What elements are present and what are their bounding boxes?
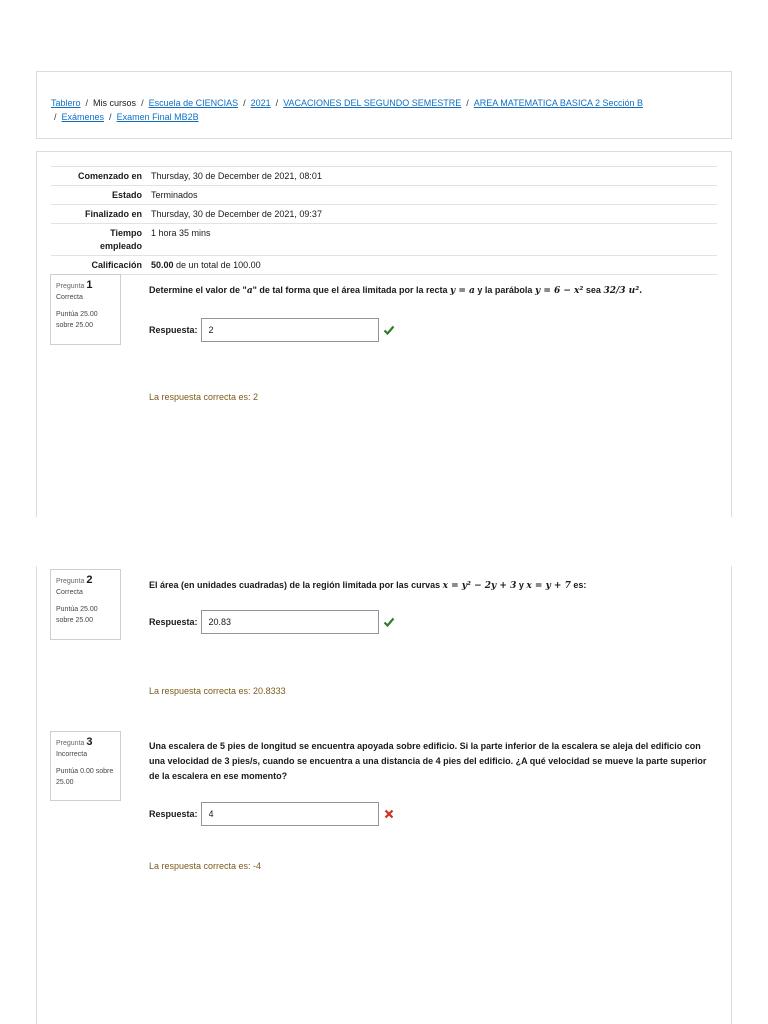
check-icon — [383, 324, 395, 336]
breadcrumb — [51, 96, 711, 124]
breadcrumb-separator: / — [109, 112, 112, 122]
summary-row-time — [51, 223, 717, 255]
question-text-1 — [149, 283, 709, 299]
question-label: Pregunta — [56, 578, 85, 585]
question-label: Pregunta — [56, 283, 85, 290]
answer-input[interactable] — [201, 802, 379, 826]
answer-input[interactable] — [201, 318, 379, 342]
breadcrumb-link-year[interactable]: 2021 — [250, 98, 271, 108]
summary-value: Thursday, 30 de December de 2021, 09:37 — [151, 209, 322, 219]
breadcrumb-link-vacaciones[interactable]: VACACIONES DEL SEGUNDO SEMESTRE — [283, 98, 462, 108]
grade-total: de un total de 100.00 — [176, 260, 261, 270]
question-number: 3 — [86, 736, 93, 748]
summary-label: Estado — [111, 190, 142, 200]
breadcrumb-link-exam[interactable]: Examen Final MB2B — [116, 112, 199, 122]
question-text-part: y la parábola — [477, 285, 533, 295]
question-points: Puntúa 0.00 sobre 25.00 — [56, 768, 114, 786]
question-text-2 — [149, 578, 709, 594]
summary-value — [147, 256, 717, 274]
question-number: 2 — [86, 574, 93, 586]
breadcrumb-link-course[interactable]: AREA MATEMATICA BASICA 2 Sección B — [473, 98, 643, 108]
summary-label: Calificación — [91, 260, 142, 270]
breadcrumb-separator: / — [243, 98, 246, 108]
answer-label: Respuesta: — [149, 617, 198, 627]
check-icon — [383, 616, 395, 628]
summary-label: Tiempo empleado — [99, 228, 142, 251]
answer-label: Respuesta: — [149, 325, 198, 335]
breadcrumb-link-escuela[interactable]: Escuela de CIENCIAS — [148, 98, 239, 108]
quiz-review-card-continued — [36, 566, 732, 1024]
breadcrumb-link-examenes[interactable]: Exámenes — [61, 112, 105, 122]
breadcrumb-separator: / — [466, 98, 469, 108]
breadcrumb-card — [36, 71, 732, 139]
question-state: Incorrecta — [56, 751, 88, 758]
summary-row-state — [51, 185, 717, 204]
breadcrumb-separator: / — [275, 98, 279, 108]
question-number: 1 — [86, 279, 93, 291]
correct-answer-feedback: La respuesta correcta es: -4 — [149, 861, 262, 871]
answer-label: Respuesta: — [149, 809, 198, 819]
question-text-part: " de tal forma que el área limitada por la recta — [252, 285, 448, 295]
question-state: Correcta — [56, 294, 83, 301]
breadcrumb-separator: / — [54, 112, 57, 122]
question-text-3: Una escalera de 5 pies de longitud se encuentra apoyada sobre edificio. Si la parte inferior de la escalera se aleja del edificio con una velocidad de 3 pies/s, cuando se encuentra a una distancia de 4 pies del edificio. ¿A qué velocidad se mueve la parte superior de la escalera en ese momento? — [149, 741, 707, 781]
math-expression: x = y² − 2y + 3 — [442, 581, 517, 591]
breadcrumb-separator: / — [141, 98, 144, 108]
math-expression: a — [246, 286, 253, 296]
question-label: Pregunta — [56, 740, 85, 747]
question-info-2 — [50, 569, 121, 640]
question-info-3 — [50, 731, 121, 801]
question-text-part: es: — [573, 580, 587, 590]
math-expression: x = y + 7 — [526, 581, 571, 591]
answer-input[interactable] — [201, 610, 379, 634]
question-text-part: Determine el valor de " — [149, 285, 247, 295]
question-points: Puntúa 25.00 sobre 25.00 — [56, 606, 98, 624]
summary-value: Thursday, 30 de December de 2021, 08:01 — [151, 171, 322, 181]
summary-label: Comenzado en — [77, 171, 142, 181]
summary-row-finished — [51, 204, 717, 223]
correct-answer-feedback: La respuesta correcta es: 2 — [149, 392, 259, 402]
summary-value: Terminados — [151, 190, 198, 200]
summary-row-started — [51, 166, 717, 185]
question-info-1 — [50, 274, 121, 345]
correct-answer-feedback: La respuesta correcta es: 20.8333 — [149, 686, 286, 696]
answer-row-2 — [149, 610, 395, 634]
breadcrumb-separator: / — [85, 98, 89, 108]
question-text-part: y — [518, 580, 524, 590]
cross-icon — [383, 808, 395, 820]
math-expression: 32/3 u². — [603, 286, 643, 296]
breadcrumb-link-tablero[interactable]: Tablero — [51, 98, 81, 108]
summary-label: Finalizado en — [84, 209, 142, 219]
math-expression: y = a — [450, 286, 475, 296]
math-expression: y = 6 − x² — [534, 286, 584, 296]
question-text-part: sea — [585, 285, 601, 295]
summary-row-grade — [51, 255, 717, 275]
answer-row-1 — [149, 318, 395, 342]
grade-score: 50.00 — [151, 260, 174, 270]
breadcrumb-item-mis-cursos: Mis cursos — [93, 98, 137, 108]
question-state: Correcta — [56, 589, 83, 596]
attempt-summary-table — [51, 166, 717, 275]
question-text-part: El área (en unidades cuadradas) de la región limitada por las curvas — [149, 580, 441, 590]
answer-row-3 — [149, 802, 395, 826]
question-points: Puntúa 25.00 sobre 25.00 — [56, 311, 98, 329]
summary-value: 1 hora 35 mins — [151, 228, 211, 238]
